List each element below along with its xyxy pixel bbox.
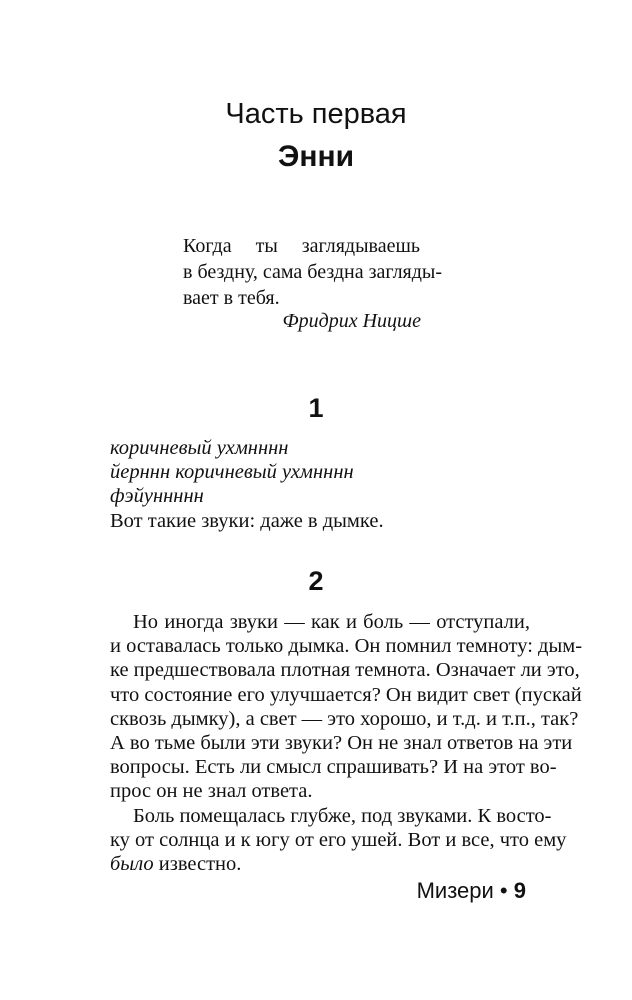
text-line: что состояние его улучшается? Он видит свет (пускай [110,683,582,706]
text-line: А во тьме были эти звуки? Он не знал ответов на эти [110,732,573,755]
text-line: фэйуннннн [110,485,204,508]
chapter-1-number: 1 [308,393,324,423]
text-line: коричневый ухмнннн [110,437,289,459]
text-line: вопросы. Есть ли смысл спрашивать? И на этот во- [110,756,557,779]
epigraph [183,233,443,311]
chapter-2-text [110,610,583,876]
text-line: Но иногда звуки — как и боль — отступали, [133,611,530,633]
chapter-1-text [110,436,530,533]
page-number: 9 [513,878,526,903]
epigraph-line: в бездну, сама бездна загляды- [183,261,443,283]
chapter-2-number: 2 [308,566,324,596]
text-line: ку от солнца и к югу от его ушей. Вот и все, что ему [110,828,567,851]
text-line: сквозь дымку), а свет — это хорошо, и т.д. и т.п., так? [110,707,579,730]
book-title: Мизери [416,878,494,903]
epigraph-line: вает в тебя. [183,287,280,309]
text-fragment: известно. [153,853,242,876]
epigraph-author: Фридрих Ницше [282,310,421,332]
footer-separator: • [493,878,514,903]
epigraph-line: Когда ты заглядываешь [183,235,420,257]
part-title: Энни [277,140,355,173]
emphasis-word: было [110,853,154,876]
text-line: прос он не знал ответа. [110,780,313,803]
text-line [110,852,530,876]
text-line: йерннн коричневый ухмнннн [110,461,354,484]
part-label: Часть первая [225,98,407,130]
text-line: и оставалась только дымка. Он помнил темноту: дым- [110,635,583,658]
text-line: Вот такие звуки: даже в дымке. [110,509,384,532]
text-line: ке предшествовала плотная темнота. Означает ли это, [110,659,580,682]
text-line: Боль помещалась глубже, под звуками. К восто- [133,804,552,827]
running-footer [417,878,526,904]
